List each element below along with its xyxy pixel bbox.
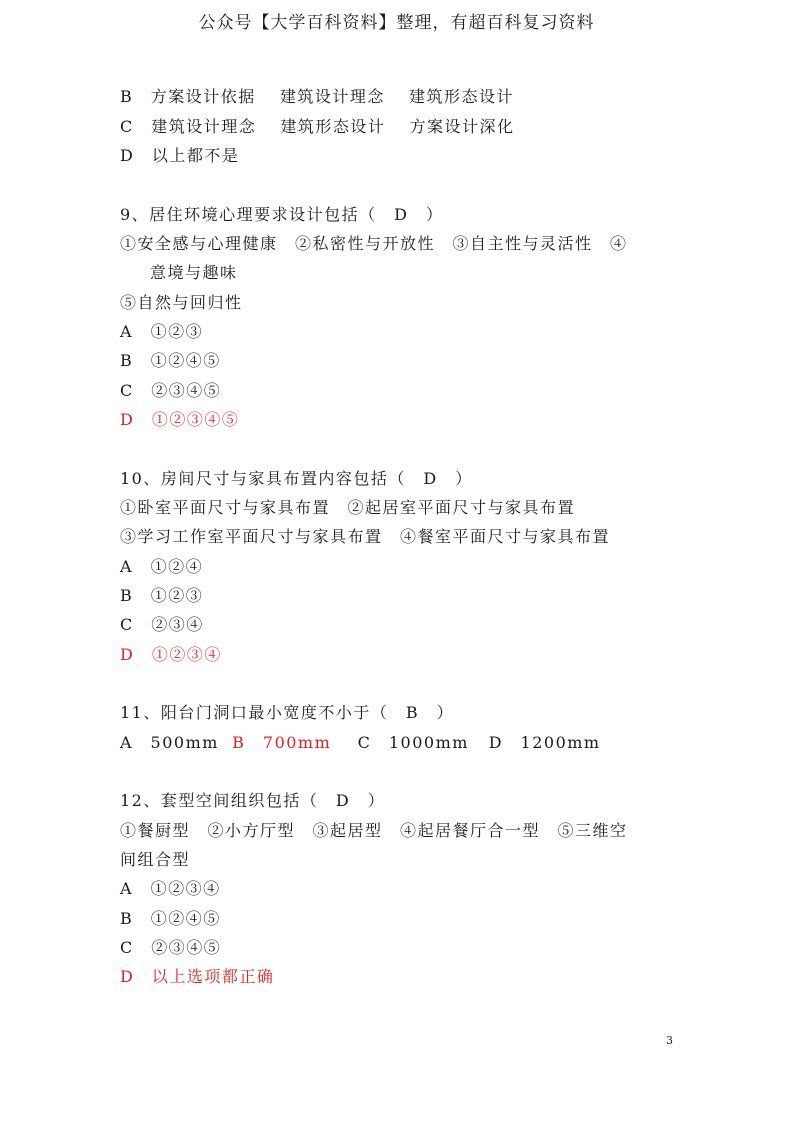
page-header: 公众号【大学百科资料】整理，有超百科复习资料 xyxy=(198,13,595,33)
option-text: ①②④⑤ xyxy=(150,909,221,928)
q9-items-cont: 意境与趣味 xyxy=(150,263,238,282)
option-letter: B xyxy=(120,87,134,106)
option-letter: B xyxy=(120,351,134,370)
option-text: ①②③④ xyxy=(151,645,222,664)
q12-items: ①餐厨型 ②小方厅型 ③起居型 ④起居餐厅合一型 ⑤三维空 xyxy=(120,821,628,840)
q9-items-5: ⑤自然与回归性 xyxy=(120,293,243,312)
q12-option-a xyxy=(120,878,221,900)
option-letter: C xyxy=(120,938,134,957)
option-letter: B xyxy=(120,909,134,928)
option-letter: D xyxy=(120,410,135,429)
option-text: ①②④⑤ xyxy=(150,351,221,370)
option-text: 方案设计依据 建筑设计理念 建筑形态设计 xyxy=(150,87,514,106)
q10-option-c xyxy=(120,614,204,636)
option-letter: A xyxy=(120,557,134,576)
q10-option-b xyxy=(120,585,203,607)
q11-option-b-answer: B 700mm xyxy=(232,733,332,752)
q9-option-d-answer xyxy=(120,409,239,431)
option-letter: C xyxy=(120,615,134,634)
q8-option-c xyxy=(120,116,514,138)
q12-title: 12、套型空间组织包括（ D ） xyxy=(120,791,386,810)
option-text: ②③④⑤ xyxy=(151,381,222,400)
option-text: ①②③ xyxy=(150,322,204,341)
q10-option-a xyxy=(120,556,203,578)
option-text: ①②③④ xyxy=(150,879,221,898)
q10-items: ①卧室平面尺寸与家具布置 ②起居室平面尺寸与家具布置 xyxy=(120,498,576,517)
q12-option-c xyxy=(120,937,221,959)
q10-option-d-answer xyxy=(120,644,222,666)
q11-options xyxy=(120,732,601,754)
q11-option-d: D 1200mm xyxy=(488,733,601,752)
option-letter: D xyxy=(120,146,135,165)
option-letter: C xyxy=(120,117,134,136)
q11-option-c: C 1000mm xyxy=(357,733,469,752)
q8-option-b xyxy=(120,86,514,108)
option-letter: B xyxy=(120,586,134,605)
option-text: ②③④ xyxy=(151,615,204,634)
option-text: 建筑设计理念 建筑形态设计 方案设计深化 xyxy=(151,117,515,136)
option-text: ①②③ xyxy=(150,586,204,605)
option-text: ②③④⑤ xyxy=(151,938,222,957)
page-number: 3 xyxy=(666,1034,673,1047)
q12-option-d-answer xyxy=(120,966,274,988)
option-text: ①②③④⑤ xyxy=(151,410,240,429)
q9-option-b xyxy=(120,350,221,372)
option-letter: D xyxy=(120,645,135,664)
option-letter: C xyxy=(120,381,134,400)
q11-title: 11、阳台门洞口最小宽度不小于（ B ） xyxy=(120,703,455,722)
q10-items-cont: ③学习工作室平面尺寸与家具布置 ④餐室平面尺寸与家具布置 xyxy=(120,527,611,546)
q9-option-a xyxy=(120,321,203,343)
q9-title: 9、居住环境心理要求设计包括（ D ） xyxy=(120,205,444,224)
option-text: 以上选项都正确 xyxy=(151,967,275,986)
option-letter: D xyxy=(120,967,135,986)
q12-option-b xyxy=(120,908,221,930)
option-text: 以上都不是 xyxy=(151,146,240,165)
q8-option-d xyxy=(120,145,239,167)
q9-items: ①安全感与心理健康 ②私密性与开放性 ③自主性与灵活性 ④ xyxy=(120,234,628,253)
q9-option-c xyxy=(120,380,221,402)
option-letter: A xyxy=(120,879,134,898)
option-letter: A xyxy=(120,322,134,341)
q12-items-cont: 间组合型 xyxy=(120,850,191,869)
q10-title: 10、房间尺寸与家具布置内容包括（ D ） xyxy=(120,469,473,488)
q11-option-a: A 500mm xyxy=(120,733,219,752)
option-text: ①②④ xyxy=(150,557,204,576)
